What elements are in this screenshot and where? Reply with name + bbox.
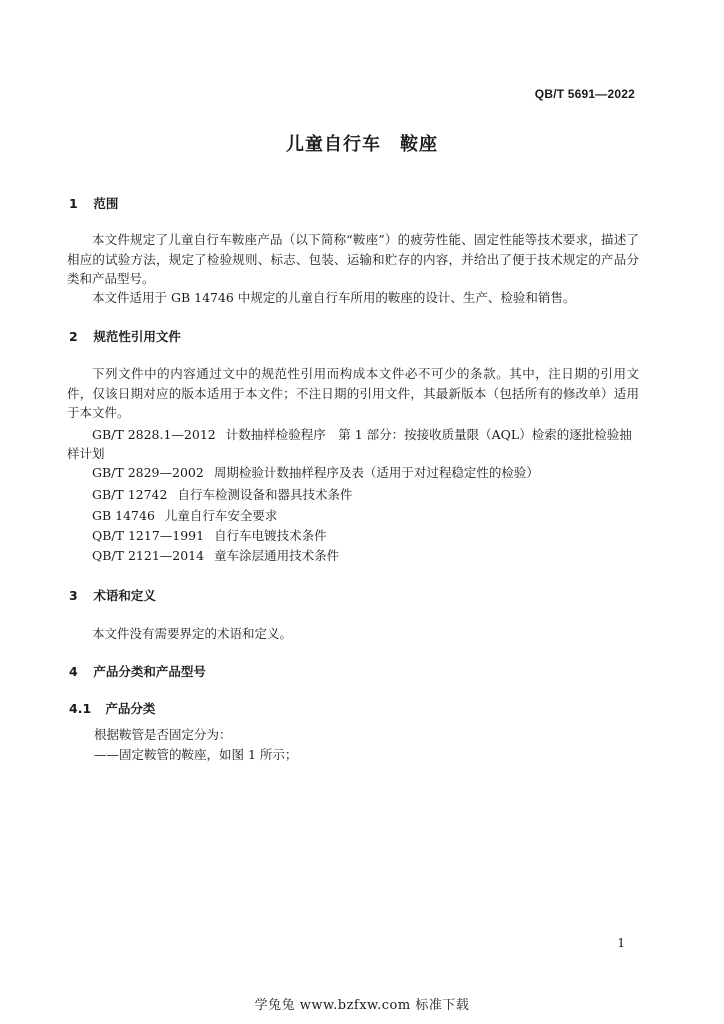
section-3-heading (69, 586, 156, 604)
reference-code: GB 14746 (92, 508, 155, 523)
section-2-heading (69, 327, 181, 345)
section-title: 范围 (93, 196, 119, 211)
reference-title: 儿童自行车安全要求 (164, 508, 278, 523)
scope-paragraph-1: 本文件规定了儿童自行车鞍座产品（以下简称“鞍座”）的疲劳性能、固定性能等技术要求，描述了相应的试验方法，规定了检验规则、标志、包装、运输和贮存的内容，并给出了便于技术规定的产品分类和产品型号。 (67, 232, 639, 286)
reference-title: 计数抽样检验程序 第 1 部分：按接收质量限（AQL）检索的逐批检验抽样计划 (67, 427, 632, 461)
reference-title: 自行车电镀技术条件 (214, 528, 327, 543)
reference-item (67, 546, 639, 565)
reference-item (67, 463, 639, 482)
document-title: 儿童自行车 鞍座 (286, 134, 438, 155)
section-title: 产品分类 (105, 701, 156, 716)
section-number: 2 (69, 329, 78, 344)
reference-code: GB/T 12742 (92, 487, 168, 502)
reference-item (67, 506, 639, 525)
classification-line: ——固定鞍管的鞍座，如图 1 所示； (94, 747, 298, 762)
section-number: 1 (69, 196, 78, 211)
reference-item (67, 425, 639, 463)
watermark: 学兔兔 www.bzfxw.com 标准下载 (254, 998, 470, 1013)
reference-code: GB/T 2828.1—2012 (92, 427, 216, 442)
subsection-4-1-heading (69, 699, 155, 717)
normative-references-intro: 下列文件中的内容通过文中的规范性引用而构成本文件必不可少的条款。其中，注日期的引用文件，仅该日期对应的版本适用于本文件；不注日期的引用文件，其最新版本（包括所有的修改单）适用于本文件。 (67, 366, 639, 420)
section-title: 术语和定义 (93, 588, 156, 603)
reference-code: GB/T 2829—2002 (92, 465, 204, 480)
reference-code: QB/T 1217—1991 (92, 528, 205, 543)
reference-title: 童车涂层通用技术条件 (214, 548, 340, 563)
section-title: 产品分类和产品型号 (93, 664, 206, 679)
reference-title: 自行车检测设备和器具技术条件 (177, 487, 353, 502)
classification-line: 根据鞍管是否固定分为： (94, 727, 232, 742)
section-1-heading (69, 194, 118, 212)
terms-paragraph: 本文件没有需要界定的术语和定义。 (92, 626, 293, 641)
section-4-heading (69, 662, 206, 680)
scope-paragraph-2: 本文件适用于 GB 14746 中规定的儿童自行车所用的鞍座的设计、生产、检验和销售。 (92, 290, 576, 305)
section-number: 4 (69, 664, 78, 679)
reference-item (67, 526, 639, 545)
section-number: 3 (69, 588, 78, 603)
reference-code: QB/T 2121—2014 (92, 548, 205, 563)
standard-code: QB/T 5691—2022 (534, 87, 635, 101)
reference-item (67, 485, 639, 504)
section-number: 4.1 (69, 701, 92, 716)
page-number: 1 (617, 936, 625, 950)
reference-title: 周期检验计数抽样程序及表（适用于对过程稳定性的检验） (213, 465, 539, 480)
section-title: 规范性引用文件 (93, 329, 181, 344)
